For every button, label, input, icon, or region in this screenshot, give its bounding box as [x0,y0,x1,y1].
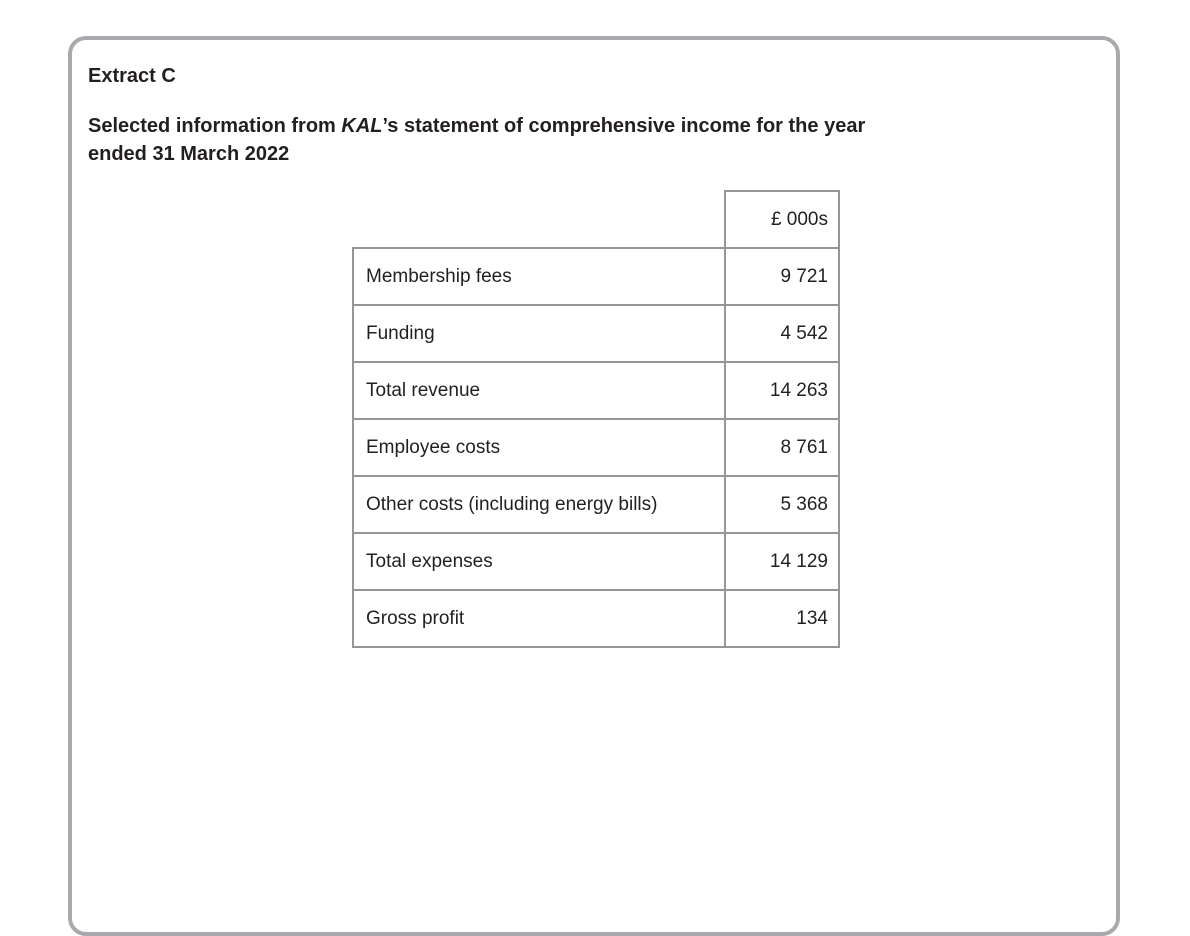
row-label: Membership fees [353,248,725,305]
extract-title-part2: ’s statement of comprehensive income for the year [382,115,866,137]
income-table-header [353,191,839,248]
extract-title-company-name: KAL [341,115,383,137]
row-value: 5 368 [725,476,839,533]
value-column-header: £ 000s [725,191,839,248]
row-value: 134 [725,590,839,647]
empty-header-cell [353,191,725,248]
income-table-body [353,248,839,647]
table-row [353,590,839,647]
row-value: 4 542 [725,305,839,362]
table-row [353,533,839,590]
extract-title-line2: ended 31 March 2022 [88,143,290,165]
row-value: 8 761 [725,419,839,476]
extract-panel [68,36,1120,936]
table-row [353,419,839,476]
table-row [353,476,839,533]
extract-title-part1: Selected information from [88,115,342,137]
extract-title [88,112,1048,168]
header-row [353,191,839,248]
table-row [353,305,839,362]
row-value: 9 721 [725,248,839,305]
row-label: Funding [353,305,725,362]
row-value: 14 263 [725,362,839,419]
row-label: Total revenue [353,362,725,419]
income-statement-table [352,190,840,648]
row-label: Other costs (including energy bills) [353,476,725,533]
row-label: Employee costs [353,419,725,476]
table-row [353,362,839,419]
extract-heading: Extract C [88,65,176,87]
row-label: Gross profit [353,590,725,647]
row-label: Total expenses [353,533,725,590]
table-row [353,248,839,305]
row-value: 14 129 [725,533,839,590]
